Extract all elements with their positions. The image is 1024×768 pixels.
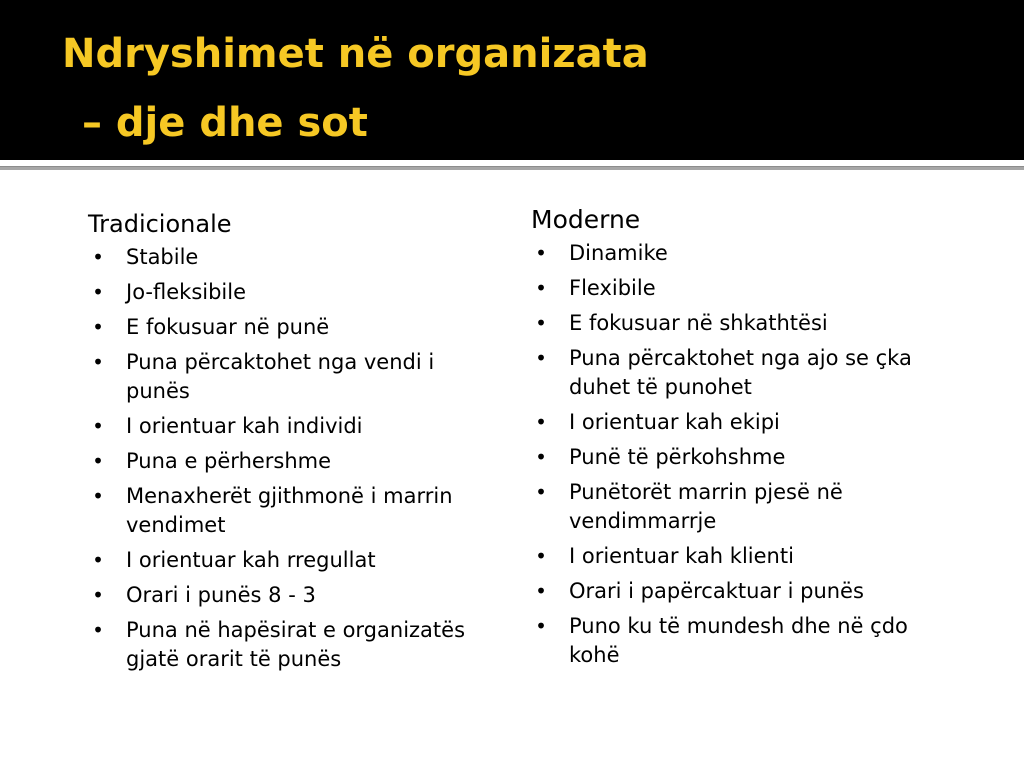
list-item-text: Dinamike (569, 241, 668, 265)
list-item-text: I orientuar kah ekipi (569, 410, 780, 434)
list-item (531, 274, 931, 303)
list-item (531, 542, 931, 571)
bullet-icon: • (92, 548, 104, 572)
bullet-icon: • (92, 350, 104, 374)
list-item-text: Puna përcaktohet nga vendi i punës (126, 350, 435, 403)
list-item-text: Orari i punës 8 - 3 (126, 583, 316, 607)
modern-list (531, 239, 931, 670)
bullet-icon: • (92, 618, 104, 642)
slide-title-line-1: Ndryshimet në organizata (62, 31, 649, 77)
bullet-icon: • (92, 583, 104, 607)
modern-column (531, 204, 931, 676)
traditional-heading: Tradicionale (88, 210, 232, 238)
list-item-text: Menaxherët gjithmonë i marrin vendimet (126, 484, 453, 537)
traditional-list (88, 243, 488, 674)
bullet-icon: • (92, 449, 104, 473)
bullet-icon: • (535, 311, 547, 335)
list-item (88, 581, 488, 610)
list-item-text: Puna e përhershme (126, 449, 332, 473)
list-item-text: Flexibile (569, 276, 656, 300)
slide-title-line-2: – dje dhe sot (82, 100, 368, 146)
traditional-column (88, 208, 488, 680)
list-item-text: Puna përcaktohet nga ajo se çka duhet të punohet (569, 346, 912, 399)
list-item (88, 243, 488, 272)
bullet-icon: • (92, 245, 104, 269)
list-item-text: Puno ku të mundesh dhe në çdo kohë (569, 614, 908, 667)
list-item-text: E fokusuar në shkathtësi (569, 311, 828, 335)
bullet-icon: • (535, 241, 547, 265)
bullet-icon: • (535, 410, 547, 434)
list-item (531, 612, 931, 670)
list-item (531, 443, 931, 472)
bullet-icon: • (92, 414, 104, 438)
list-item-text: I orientuar kah klienti (569, 544, 794, 568)
list-item (88, 616, 488, 674)
bullet-icon: • (535, 276, 547, 300)
list-item (88, 412, 488, 441)
title-bar (0, 0, 1024, 160)
list-item (531, 408, 931, 437)
list-item-text: Stabile (126, 245, 199, 269)
bullet-icon: • (535, 480, 547, 504)
bullet-icon: • (92, 315, 104, 339)
list-item (88, 278, 488, 307)
bullet-icon: • (535, 346, 547, 370)
list-item (88, 546, 488, 575)
list-item-text: I orientuar kah individi (126, 414, 363, 438)
list-item (88, 313, 488, 342)
bullet-icon: • (535, 445, 547, 469)
list-item (531, 239, 931, 268)
list-item-text: Punë të përkohshme (569, 445, 786, 469)
modern-heading: Moderne (531, 205, 641, 234)
list-item (531, 577, 931, 606)
bullet-icon: • (535, 579, 547, 603)
bullet-icon: • (92, 280, 104, 304)
list-item-text: Puna në hapësirat e organizatës gjatë orarit të punës (126, 618, 466, 671)
bullet-icon: • (535, 544, 547, 568)
list-item (531, 344, 931, 402)
list-item-text: I orientuar kah rregullat (126, 548, 376, 572)
list-item-text: E fokusuar në punë (126, 315, 330, 339)
bullet-icon: • (92, 484, 104, 508)
list-item (88, 482, 488, 540)
list-item-text: Jo-fleksibile (126, 280, 247, 304)
title-divider (0, 166, 1024, 170)
list-item (531, 309, 931, 338)
bullet-icon: • (535, 614, 547, 638)
list-item (88, 447, 488, 476)
list-item (88, 348, 488, 406)
list-item-text: Orari i papërcaktuar i punës (569, 579, 864, 603)
list-item-text: Punëtorët marrin pjesë në vendimmarrje (569, 480, 843, 533)
list-item (531, 478, 931, 536)
